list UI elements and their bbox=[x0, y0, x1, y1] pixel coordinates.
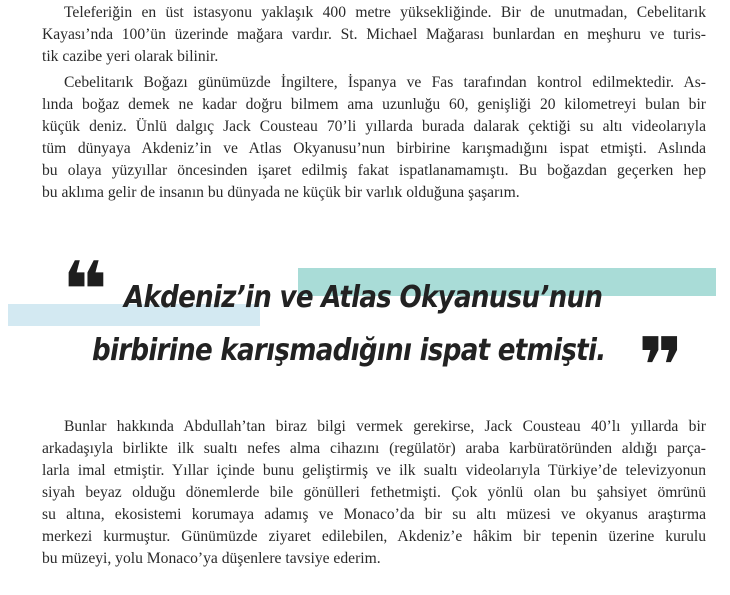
pull-quote-line: Akdeniz’in ve Atlas Okyanusu’nun bbox=[124, 280, 603, 315]
paragraph-line: tüm dünyaya Akdeniz’in ve Atlas Okyanusu’nun birbirine karışmadığını ispat etmişti. Aslında bbox=[42, 140, 706, 157]
paragraph-line: bu olaya yüzyıllar öncesinden işaret edilmiş fakat ispatlanamamıştı. Bu boğazdan geçerken hep bbox=[42, 162, 706, 179]
paragraph-line: Bunlar hakkında Abdullah’tan biraz bilgi vermek gerekirse, Jack Cousteau 40’lı yıllarda bir bbox=[64, 418, 706, 435]
paragraph-line: bu müzeyi, yolu Monaco’ya düşenlere tavsiye ederim. bbox=[42, 550, 381, 567]
paragraph-line: küçük deniz. Ünlü dalgıç Jack Cousteau 70’li yıllarda burada dalarak çektiği su altı videolarıyla bbox=[42, 118, 706, 135]
paragraph-line: Cebelitarık Boğazı günümüzde İngiltere, İspanya ve Fas tarafından kontrol edilmektedir. As- bbox=[64, 74, 706, 91]
paragraph-line: Teleferiğin en üst istasyonu yaklaşık 400 metre yüksekliğinde. Bir de unutmadan, Cebelitarık bbox=[64, 4, 706, 21]
paragraph-line: merkezi kurmuştur. Günümüzde ziyaret edilebilen, Akdeniz’e hâkim bir tepenin üzerine kurulu bbox=[42, 528, 706, 545]
paragraph-line: lında boğaz demek ne kadar doğru bilmem ama uzunluğu 60, genişliği 20 kilometreyi bulan bir bbox=[42, 96, 706, 113]
paragraph-line: su altına, ekosistemi korumaya adamış ve Monaco’da bir su altı müzesi ve okyanus araştırma bbox=[42, 506, 706, 523]
paragraph-line: siyah beyaz olduğu dönemlerde bile gönülleri fethetmişti. Çok yönlü olan bu şahsiyet ömrünü bbox=[42, 484, 706, 501]
paragraph-line: larla imal etmiştir. Yıllar içinde bunu geliştirmiş ve ilk sualtı videolarıyla Türkiye’de televizyonun bbox=[42, 462, 706, 479]
paragraph-line: bu aklıma gelir de insanın bu dünyada ne küçük bir varlık olduğuna şaşarım. bbox=[42, 184, 520, 201]
pull-quote-line: birbirine karışmadığını ispat etmişti. bbox=[92, 333, 606, 368]
paragraph-line: arkadaşıyla birlikte ilk sualtı nefes alma cihazını (regülatör) araba karbüratöründen aldığı parça- bbox=[42, 440, 706, 457]
paragraph-line: tik cazibe yeri olarak bilinir. bbox=[42, 48, 219, 65]
paragraph-line: Kayası’nda 100’ün üzerinde mağara vardır. St. Michael Mağarası bunlardan en meşhuru ve turis- bbox=[42, 26, 706, 43]
close-quote-icon: ❞ bbox=[638, 322, 684, 412]
open-quote-icon: ❝ bbox=[62, 246, 108, 336]
